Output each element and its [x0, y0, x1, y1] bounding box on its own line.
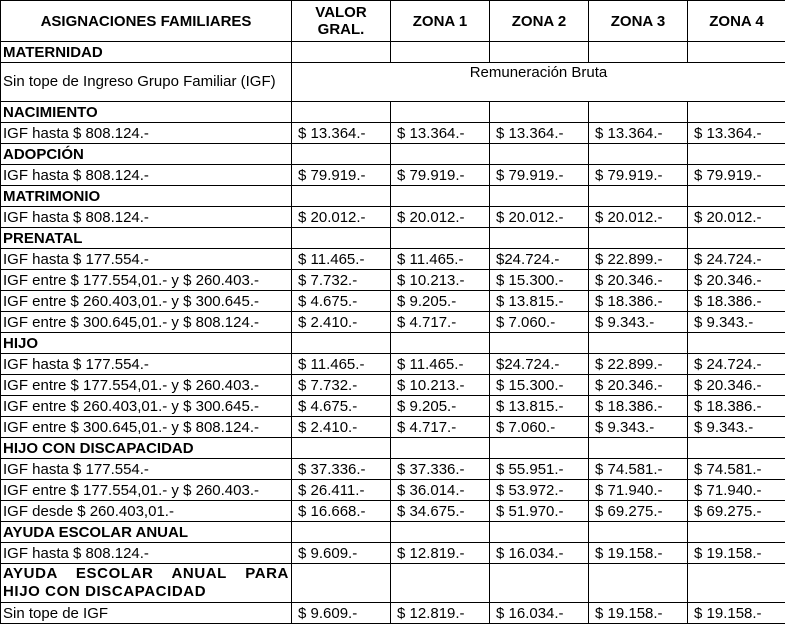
table-row	[1, 459, 785, 480]
empty-cell	[292, 522, 391, 543]
zona-2-cell: $ 15.300.-	[490, 375, 589, 396]
empty-cell	[292, 144, 391, 165]
valor-gral-cell: $ 7.732.-	[292, 270, 391, 291]
empty-cell	[589, 438, 688, 459]
row-label: IGF hasta $ 808.124.-	[1, 207, 292, 228]
empty-cell	[391, 438, 490, 459]
zona-1-cell: $ 4.717.-	[391, 417, 490, 438]
valor-gral-cell: $ 11.465.-	[292, 354, 391, 375]
zona-3-cell: $ 79.919.-	[589, 165, 688, 186]
section-row	[1, 102, 785, 123]
table-row	[1, 375, 785, 396]
zona-4-cell: $ 19.158.-	[688, 543, 785, 564]
valor-gral-cell: $ 7.732.-	[292, 375, 391, 396]
zona-1-cell: $ 4.717.-	[391, 312, 490, 333]
empty-cell	[688, 228, 785, 249]
section-title: AYUDA ESCOLAR ANUAL	[1, 522, 292, 543]
valor-gral-cell: $ 20.012.-	[292, 207, 391, 228]
section-row	[1, 186, 785, 207]
row-label: IGF hasta $ 808.124.-	[1, 165, 292, 186]
row-label: IGF hasta $ 177.554.-	[1, 354, 292, 375]
zona-1-cell: $ 12.819.-	[391, 603, 490, 624]
zona-3-cell: $ 18.386.-	[589, 396, 688, 417]
zona-3-cell: $ 9.343.-	[589, 312, 688, 333]
zona-2-cell: $24.724.-	[490, 354, 589, 375]
row-label: IGF entre $ 260.403,01.- y $ 300.645.-	[1, 396, 292, 417]
valor-gral-cell: $ 79.919.-	[292, 165, 391, 186]
zona-1-cell: $ 11.465.-	[391, 249, 490, 270]
zona-3-cell: $ 22.899.-	[589, 249, 688, 270]
table-row	[1, 291, 785, 312]
valor-gral-cell: $ 4.675.-	[292, 396, 391, 417]
empty-cell	[490, 42, 589, 63]
zona-4-cell: $ 71.940.-	[688, 480, 785, 501]
valor-gral-cell: $ 9.609.-	[292, 603, 391, 624]
zona-1-cell: $ 34.675.-	[391, 501, 490, 522]
empty-cell	[589, 333, 688, 354]
zona-3-cell: $ 19.158.-	[589, 603, 688, 624]
zona-2-cell: $ 7.060.-	[490, 312, 589, 333]
empty-cell	[391, 333, 490, 354]
merged-value-cell: Remuneración Bruta	[292, 63, 785, 102]
valor-gral-cell: $ 26.411.-	[292, 480, 391, 501]
zona-2-cell: $ 13.815.-	[490, 291, 589, 312]
section-row	[1, 522, 785, 543]
valor-gral-cell: $ 16.668.-	[292, 501, 391, 522]
empty-cell	[688, 42, 785, 63]
zona-2-cell: $ 53.972.-	[490, 480, 589, 501]
empty-cell	[490, 186, 589, 207]
section-title: MATRIMONIO	[1, 186, 292, 207]
empty-cell	[589, 228, 688, 249]
zona-3-cell: $ 74.581.-	[589, 459, 688, 480]
valor-gral-cell: $ 2.410.-	[292, 312, 391, 333]
row-label: IGF entre $ 177.554,01.- y $ 260.403.-	[1, 480, 292, 501]
row-label: IGF hasta $ 177.554.-	[1, 459, 292, 480]
header-zona-3: ZONA 3	[589, 1, 688, 42]
zona-3-cell: $ 20.346.-	[589, 375, 688, 396]
empty-cell	[292, 186, 391, 207]
zona-2-cell: $ 51.970.-	[490, 501, 589, 522]
valor-gral-cell: $ 2.410.-	[292, 417, 391, 438]
row-label: IGF hasta $ 177.554.-	[1, 249, 292, 270]
valor-gral-cell: $ 4.675.-	[292, 291, 391, 312]
zona-4-cell: $ 74.581.-	[688, 459, 785, 480]
table-row	[1, 501, 785, 522]
zona-1-cell: $ 10.213.-	[391, 270, 490, 291]
zona-4-cell: $ 79.919.-	[688, 165, 785, 186]
zona-2-cell: $ 13.815.-	[490, 396, 589, 417]
section-title: NACIMIENTO	[1, 102, 292, 123]
empty-cell	[391, 522, 490, 543]
zona-4-cell: $ 20.346.-	[688, 270, 785, 291]
table-row	[1, 417, 785, 438]
header-asignaciones: ASIGNACIONES FAMILIARES	[1, 1, 292, 42]
zona-2-cell: $24.724.-	[490, 249, 589, 270]
zona-4-cell: $ 9.343.-	[688, 312, 785, 333]
zona-3-cell: $ 13.364.-	[589, 123, 688, 144]
row-label: IGF entre $ 300.645,01.- y $ 808.124.-	[1, 312, 292, 333]
zona-4-cell: $ 13.364.-	[688, 123, 785, 144]
section-title: MATERNIDAD	[1, 42, 292, 63]
header-zona-1: ZONA 1	[391, 1, 490, 42]
zona-3-cell: $ 71.940.-	[589, 480, 688, 501]
section-row	[1, 333, 785, 354]
table-row	[1, 396, 785, 417]
empty-cell	[490, 564, 589, 603]
table-row	[1, 603, 785, 624]
zona-2-cell: $ 16.034.-	[490, 543, 589, 564]
table-row	[1, 480, 785, 501]
empty-cell	[292, 102, 391, 123]
empty-cell	[292, 333, 391, 354]
empty-cell	[589, 144, 688, 165]
table-row	[1, 312, 785, 333]
zona-2-cell: $ 7.060.-	[490, 417, 589, 438]
valor-gral-cell: $ 11.465.-	[292, 249, 391, 270]
zona-4-cell: $ 24.724.-	[688, 249, 785, 270]
table-row	[1, 543, 785, 564]
section-row	[1, 438, 785, 459]
zona-3-cell: $ 22.899.-	[589, 354, 688, 375]
table-row	[1, 270, 785, 291]
section-title: HIJO	[1, 333, 292, 354]
zona-1-cell: $ 12.819.-	[391, 543, 490, 564]
zona-2-cell: $ 15.300.-	[490, 270, 589, 291]
row-label: Sin tope de IGF	[1, 603, 292, 624]
empty-cell	[490, 522, 589, 543]
empty-cell	[292, 564, 391, 603]
zona-1-cell: $ 10.213.-	[391, 375, 490, 396]
table-row	[1, 123, 785, 144]
header-valor-gral: VALOR GRAL.	[292, 1, 391, 42]
zona-3-cell: $ 20.012.-	[589, 207, 688, 228]
row-label: IGF entre $ 177.554,01.- y $ 260.403.-	[1, 270, 292, 291]
section-title: AYUDA ESCOLAR ANUAL PARA HIJO CON DISCAPACIDAD	[1, 564, 292, 603]
zona-3-cell: $ 18.386.-	[589, 291, 688, 312]
empty-cell	[490, 228, 589, 249]
empty-cell	[589, 42, 688, 63]
zona-4-cell: $ 18.386.-	[688, 291, 785, 312]
empty-cell	[490, 102, 589, 123]
section-title: ADOPCIÓN	[1, 144, 292, 165]
empty-cell	[292, 42, 391, 63]
zona-1-cell: $ 20.012.-	[391, 207, 490, 228]
empty-cell	[391, 42, 490, 63]
row-label: IGF entre $ 260.403,01.- y $ 300.645.-	[1, 291, 292, 312]
zona-2-cell: $ 55.951.-	[490, 459, 589, 480]
section-row	[1, 564, 785, 603]
zona-1-cell: $ 13.364.-	[391, 123, 490, 144]
valor-gral-cell: $ 9.609.-	[292, 543, 391, 564]
section-title: PRENATAL	[1, 228, 292, 249]
empty-cell	[292, 438, 391, 459]
zona-2-cell: $ 20.012.-	[490, 207, 589, 228]
empty-cell	[391, 144, 490, 165]
empty-cell	[688, 144, 785, 165]
table-row	[1, 165, 785, 186]
zona-1-cell: $ 9.205.-	[391, 291, 490, 312]
section-row	[1, 144, 785, 165]
zona-2-cell: $ 16.034.-	[490, 603, 589, 624]
empty-cell	[688, 438, 785, 459]
header-row	[1, 1, 785, 42]
section-row	[1, 228, 785, 249]
table-row	[1, 207, 785, 228]
empty-cell	[490, 438, 589, 459]
row-label: IGF hasta $ 808.124.-	[1, 123, 292, 144]
row-label: IGF hasta $ 808.124.-	[1, 543, 292, 564]
zona-1-cell: $ 36.014.-	[391, 480, 490, 501]
zona-4-cell: $ 20.346.-	[688, 375, 785, 396]
empty-cell	[292, 228, 391, 249]
row-label: IGF entre $ 300.645,01.- y $ 808.124.-	[1, 417, 292, 438]
empty-cell	[688, 186, 785, 207]
header-zona-2: ZONA 2	[490, 1, 589, 42]
valor-gral-cell: $ 37.336.-	[292, 459, 391, 480]
zona-4-cell: $ 9.343.-	[688, 417, 785, 438]
empty-cell	[589, 522, 688, 543]
zona-4-cell: $ 18.386.-	[688, 396, 785, 417]
zona-1-cell: $ 37.336.-	[391, 459, 490, 480]
row-label: IGF entre $ 177.554,01.- y $ 260.403.-	[1, 375, 292, 396]
section-row	[1, 42, 785, 63]
zona-4-cell: $ 19.158.-	[688, 603, 785, 624]
section-title: HIJO CON DISCAPACIDAD	[1, 438, 292, 459]
empty-cell	[391, 186, 490, 207]
empty-cell	[589, 186, 688, 207]
zona-1-cell: $ 79.919.-	[391, 165, 490, 186]
row-label: IGF desde $ 260.403,01.-	[1, 501, 292, 522]
empty-cell	[688, 564, 785, 603]
empty-cell	[589, 564, 688, 603]
valor-gral-cell: $ 13.364.-	[292, 123, 391, 144]
header-zona-4: ZONA 4	[688, 1, 785, 42]
table-row	[1, 354, 785, 375]
zona-3-cell: $ 20.346.-	[589, 270, 688, 291]
row-label: Sin tope de Ingreso Grupo Familiar (IGF)	[1, 63, 292, 102]
empty-cell	[589, 102, 688, 123]
zona-1-cell: $ 9.205.-	[391, 396, 490, 417]
empty-cell	[391, 564, 490, 603]
empty-cell	[391, 228, 490, 249]
zona-2-cell: $ 13.364.-	[490, 123, 589, 144]
empty-cell	[688, 333, 785, 354]
zona-4-cell: $ 20.012.-	[688, 207, 785, 228]
table-row	[1, 63, 785, 102]
zona-3-cell: $ 9.343.-	[589, 417, 688, 438]
empty-cell	[490, 333, 589, 354]
empty-cell	[391, 102, 490, 123]
empty-cell	[490, 144, 589, 165]
empty-cell	[688, 522, 785, 543]
zona-4-cell: $ 69.275.-	[688, 501, 785, 522]
zona-4-cell: $ 24.724.-	[688, 354, 785, 375]
zona-3-cell: $ 19.158.-	[589, 543, 688, 564]
empty-cell	[688, 102, 785, 123]
table-row	[1, 249, 785, 270]
zona-2-cell: $ 79.919.-	[490, 165, 589, 186]
zona-3-cell: $ 69.275.-	[589, 501, 688, 522]
zona-1-cell: $ 11.465.-	[391, 354, 490, 375]
table-body	[1, 42, 785, 624]
